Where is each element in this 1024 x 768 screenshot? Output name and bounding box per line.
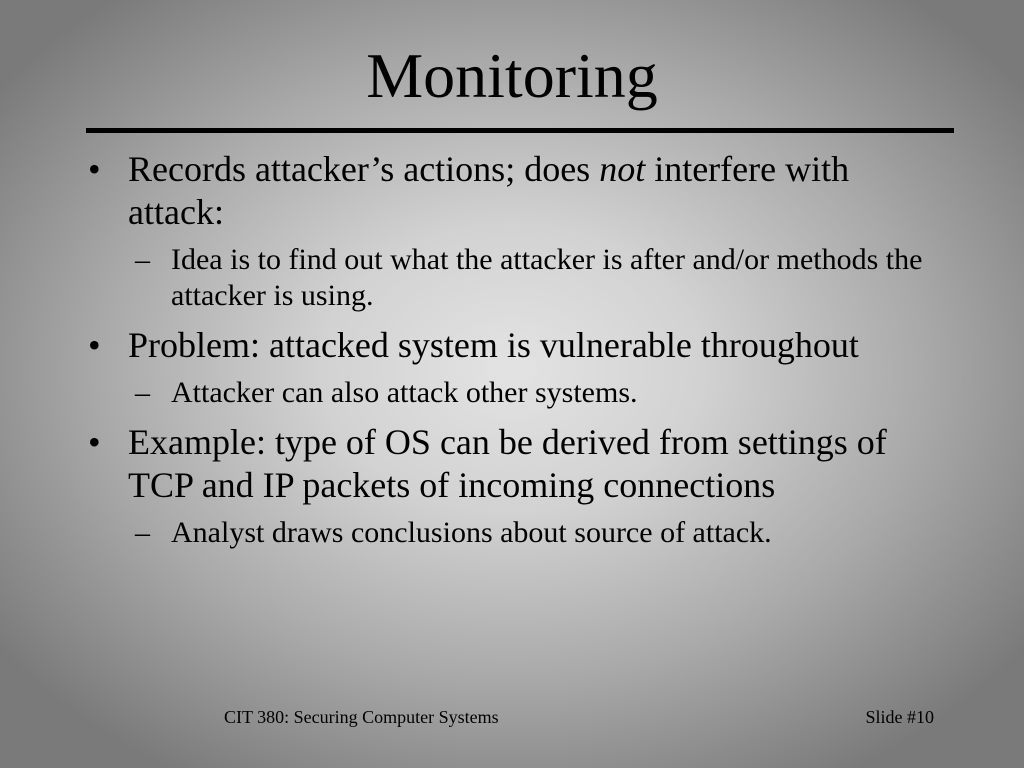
title-underline [86,128,954,133]
sub-bullet-item-3-1 [135,515,946,551]
bullet-text-part: Records attacker’s actions; does [128,149,600,189]
sub-bullet-item-2-1 [135,375,946,411]
sub-bullet-item-1-1 [135,242,946,314]
slide-body [86,148,946,561]
footer-course-title: CIT 380: Securing Computer Systems [224,707,499,727]
sub-bullet-marker: – [135,376,150,409]
sub-bullet-marker: – [135,243,150,276]
sub-bullet-text: Analyst draws conclusions about source of attack. [171,516,772,549]
bullet-text: Example: type of OS can be derived from settings of TCP and IP packets of incoming connections [128,422,887,505]
bullet-marker: • [88,422,101,462]
slide-title: Monitoring [366,40,658,111]
bullet-text-emphasis: not [599,149,646,189]
bullet-text-part: interfere with attack: [128,149,850,232]
sub-bullet-marker: – [135,516,150,549]
bullet-item-1 [86,148,946,234]
bullet-marker: • [88,325,101,365]
bullet-item-2 [86,324,946,367]
bullet-text: Problem: attacked system is vulnerable throughout [128,325,859,365]
sub-bullet-text: Idea is to find out what the attacker is after and/or methods the attacker is using. [171,243,923,312]
bullet-marker: • [88,149,101,189]
footer-slide-number: Slide #10 [865,707,934,727]
sub-bullet-text: Attacker can also attack other systems. [171,376,638,409]
bullet-text [128,148,946,234]
bullet-item-3 [86,421,946,507]
